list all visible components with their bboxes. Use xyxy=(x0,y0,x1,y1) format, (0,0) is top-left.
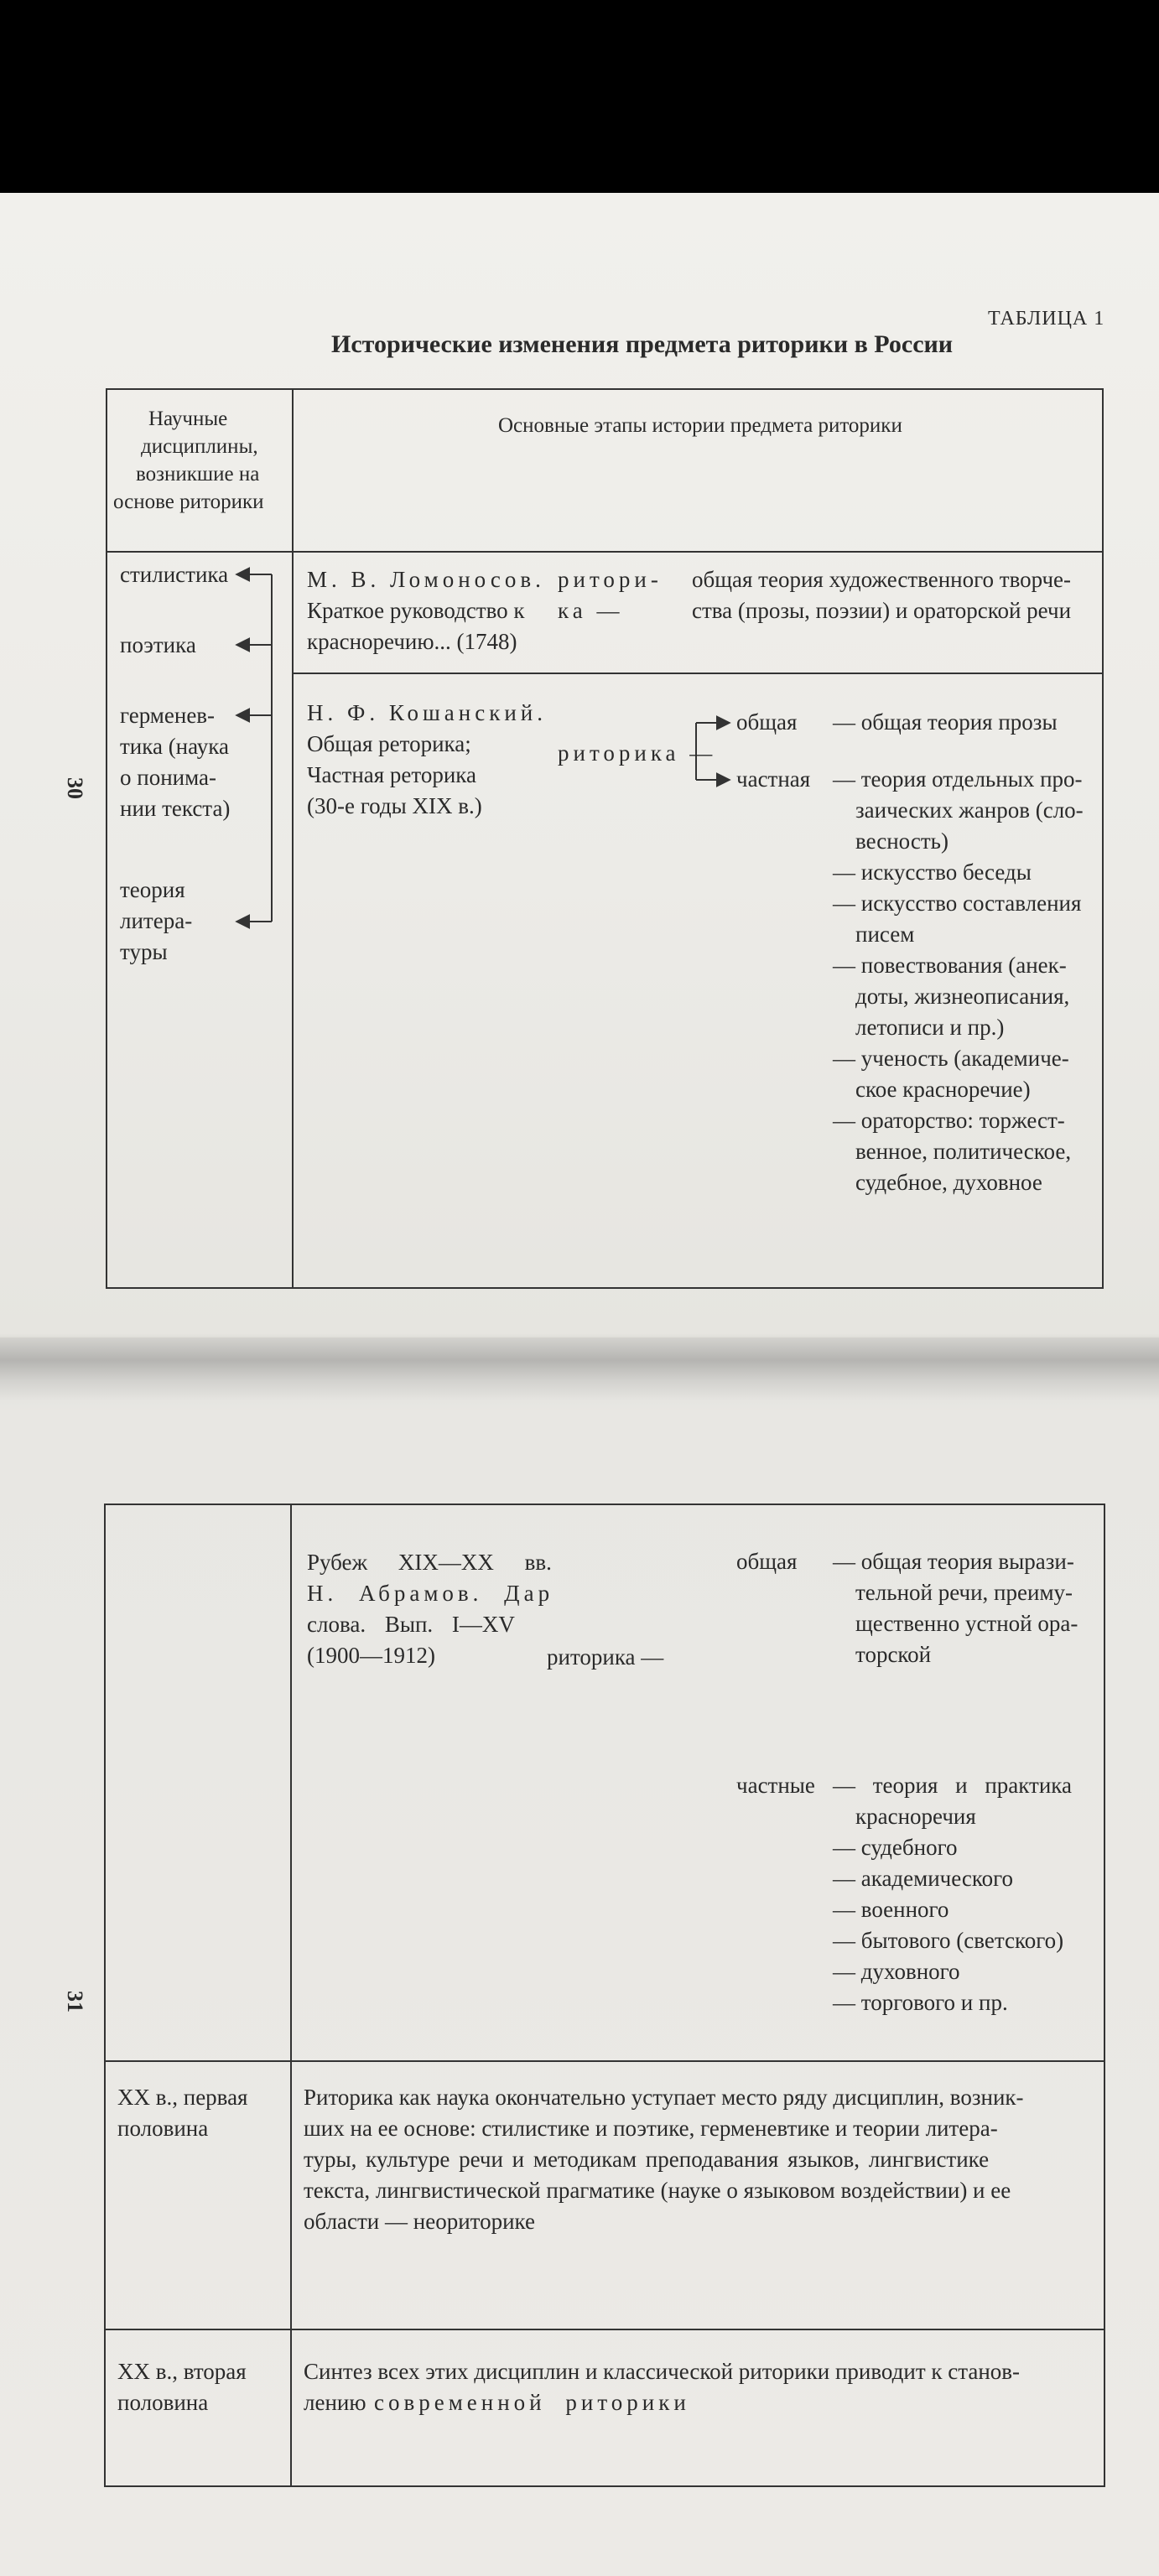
koshansky-general-def: — общая теория прозы xyxy=(833,709,1058,735)
page-number-31: 31 xyxy=(63,1991,87,2012)
abramov-author: Н. Абрамов. Дар xyxy=(307,1581,554,1606)
lomonosov-definition: общая теория художественного творче- xyxy=(692,567,1072,592)
lomonosov-term: ритори- xyxy=(558,567,663,592)
table2-top-border xyxy=(104,1504,1105,1505)
header-col2: Основные этапы истории предмета риторики xyxy=(498,414,902,437)
first-half-text: Риторика как наука окончательно уступает место ряду дисциплин, возник- xyxy=(304,2085,1024,2110)
discipline-poetics: поэтика xyxy=(120,632,196,657)
abramov-branch-general: общая xyxy=(736,1549,798,1574)
koshansky-term: риторика — xyxy=(558,740,717,766)
koshansky-branch-private: частная xyxy=(736,766,811,792)
table2-bottom-border xyxy=(104,2485,1105,2487)
discipline-hermeneutics: герменев- xyxy=(120,703,216,728)
discipline-stylistics: стилистика xyxy=(120,562,229,587)
page-number-30: 30 xyxy=(63,777,87,799)
koshansky-branch-general: общая xyxy=(736,709,798,735)
table2-right-border xyxy=(1104,1504,1105,2487)
modern-rhetoric-emphasis: современной риторики xyxy=(374,2390,690,2415)
koshansky-author: Н. Ф. Кошанский. xyxy=(307,700,547,725)
period-second-half: XX в., вторая xyxy=(117,2359,247,2384)
table2-left-border xyxy=(104,1504,106,2487)
table-title: Исторические изменения предмета риторики в России xyxy=(331,330,954,358)
lomonosov-author: М. В. Ломоносов. xyxy=(307,567,545,592)
abramov-term: риторика — xyxy=(547,1644,664,1670)
period-first-half: XX в., первая xyxy=(117,2085,248,2110)
abramov-branch-private: частные xyxy=(736,1773,815,1798)
table-label: ТАБЛИЦА 1 xyxy=(988,308,1105,330)
table2-col-divider xyxy=(290,1504,292,2487)
page-fold-shadow xyxy=(0,1333,1159,1400)
table2-row-divider-2 xyxy=(104,2329,1105,2330)
table2-row-divider-1 xyxy=(104,2060,1105,2062)
discipline-literary-theory: теория xyxy=(120,877,185,902)
second-half-text: Синтез всех этих дисциплин и классической риторики приводит к станов- xyxy=(304,2359,1021,2384)
